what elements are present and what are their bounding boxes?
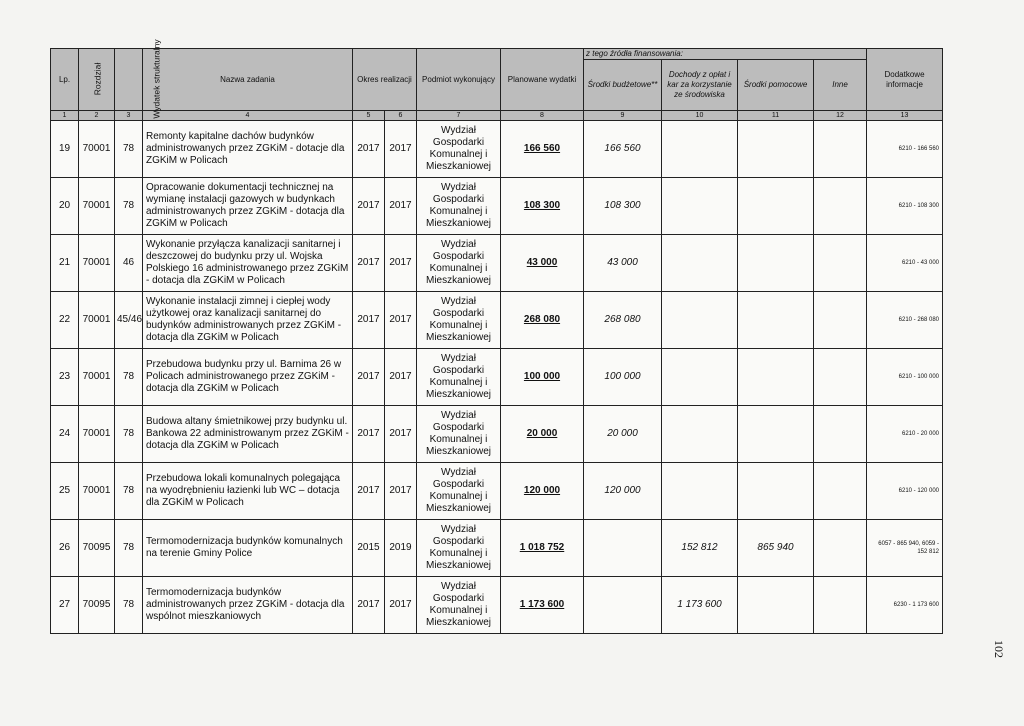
cell-wydatek: 78: [115, 349, 143, 406]
cell-podmiot: Wydział Gospodarki Komunalnej i Mieszkaniowej: [417, 121, 501, 178]
cell-inne: [814, 349, 867, 406]
cell-wydatek: 78: [115, 121, 143, 178]
cell-budzetowe: 268 080: [584, 292, 662, 349]
cell-pomocowe: [738, 463, 814, 520]
cell-nazwa: Termomodernizacja budynków komunalnych na terenie Gminy Police: [143, 520, 353, 577]
header-lp: Lp.: [51, 49, 79, 111]
cell-nazwa: Przebudowa lokali komunalnych polegająca na wyodrębnieniu łazienki lub WC – dotacja dla ZGKiM w Policach: [143, 463, 353, 520]
cell-info: 6230 - 1 173 600: [867, 577, 943, 634]
cell-wydatek: 78: [115, 463, 143, 520]
cell-info: 6210 - 120 000: [867, 463, 943, 520]
cell-rozdzial: 70095: [79, 577, 115, 634]
header-podmiot: Podmiot wykonujący: [417, 49, 501, 111]
cell-dochody: [662, 406, 738, 463]
cell-pomocowe: [738, 577, 814, 634]
cell-podmiot: Wydział Gospodarki Komunalnej i Mieszkaniowej: [417, 292, 501, 349]
cell-nazwa: Przebudowa budynku przy ul. Barnima 26 w Policach administrowanego przez ZGKiM - dotacja dla ZGKiM w Policach: [143, 349, 353, 406]
col-number: 8: [501, 111, 584, 121]
cell-podmiot: Wydział Gospodarki Komunalnej i Mieszkaniowej: [417, 577, 501, 634]
cell-dochody: 152 812: [662, 520, 738, 577]
cell-lp: 27: [51, 577, 79, 634]
cell-pomocowe: [738, 121, 814, 178]
cell-rozdzial: 70001: [79, 178, 115, 235]
cell-podmiot: Wydział Gospodarki Komunalnej i Mieszkaniowej: [417, 235, 501, 292]
cell-pomocowe: 865 940: [738, 520, 814, 577]
header-zrodla: z tego źródła finansowania:: [584, 49, 867, 60]
header-srodki-pomocowe: Środki pomocowe: [738, 60, 814, 111]
table-row: [51, 292, 943, 349]
cell-info: 6210 - 166 560: [867, 121, 943, 178]
cell-pomocowe: [738, 349, 814, 406]
cell-planowane: 120 000: [501, 463, 584, 520]
cell-budzetowe: 166 560: [584, 121, 662, 178]
col-number: 12: [814, 111, 867, 121]
cell-inne: [814, 178, 867, 235]
cell-inne: [814, 577, 867, 634]
cell-nazwa: Termomodernizacja budynków administrowanych przez ZGKiM - dotacja dla wspólnot mieszkaniowych: [143, 577, 353, 634]
cell-budzetowe: 43 000: [584, 235, 662, 292]
cell-budzetowe: 20 000: [584, 406, 662, 463]
cell-info: 6210 - 20 000: [867, 406, 943, 463]
header-okres: Okres realizacji: [353, 49, 417, 111]
table-row: [51, 178, 943, 235]
cell-lp: 22: [51, 292, 79, 349]
cell-nazwa: Wykonanie instalacji zimnej i ciepłej wody użytkowej oraz kanalizacji sanitarnej do budynków administrowanych przez ZGKiM - dotacja dla ZGKiM w Policach: [143, 292, 353, 349]
cell-okres-do: 2017: [385, 463, 417, 520]
cell-wydatek: 78: [115, 520, 143, 577]
col-number: 1: [51, 111, 79, 121]
col-number: 9: [584, 111, 662, 121]
col-number: 11: [738, 111, 814, 121]
cell-podmiot: Wydział Gospodarki Komunalnej i Mieszkaniowej: [417, 520, 501, 577]
col-number: 6: [385, 111, 417, 121]
cell-lp: 26: [51, 520, 79, 577]
col-number: 10: [662, 111, 738, 121]
cell-nazwa: Opracowanie dokumentacji technicznej na wymianę instalacji gazowych w budynkach administrowanych przez ZGKiM - dotacja dla ZGKiM w Policach: [143, 178, 353, 235]
cell-dochody: [662, 349, 738, 406]
header-nazwa: Nazwa zadania: [143, 49, 353, 111]
cell-inne: [814, 520, 867, 577]
cell-okres-od: 2017: [353, 121, 385, 178]
cell-okres-od: 2017: [353, 235, 385, 292]
cell-info: 6210 - 108 300: [867, 178, 943, 235]
col-number: 13: [867, 111, 943, 121]
cell-wydatek: 46: [115, 235, 143, 292]
cell-wydatek: 78: [115, 406, 143, 463]
col-number: 5: [353, 111, 385, 121]
cell-lp: 24: [51, 406, 79, 463]
cell-budzetowe: [584, 520, 662, 577]
cell-okres-do: 2017: [385, 235, 417, 292]
budget-table-sheet: [50, 39, 942, 653]
cell-lp: 23: [51, 349, 79, 406]
cell-wydatek: 78: [115, 178, 143, 235]
cell-lp: 20: [51, 178, 79, 235]
header-planowane: Planowane wydatki: [501, 49, 584, 111]
cell-rozdzial: 70001: [79, 349, 115, 406]
cell-okres-do: 2017: [385, 292, 417, 349]
cell-info: 6210 - 43 000: [867, 235, 943, 292]
cell-info: 6210 - 100 000: [867, 349, 943, 406]
cell-dochody: [662, 121, 738, 178]
cell-rozdzial: 70001: [79, 463, 115, 520]
col-number: 2: [79, 111, 115, 121]
cell-okres-od: 2017: [353, 349, 385, 406]
cell-podmiot: Wydział Gospodarki Komunalnej i Mieszkaniowej: [417, 178, 501, 235]
cell-planowane: 108 300: [501, 178, 584, 235]
header-dodatkowe: Dodatkowe informacje: [867, 49, 943, 111]
cell-planowane: 268 080: [501, 292, 584, 349]
cell-okres-od: 2017: [353, 463, 385, 520]
cell-info: 6057 - 865 940, 6059 - 152 812: [867, 520, 943, 577]
cell-rozdzial: 70001: [79, 406, 115, 463]
cell-budzetowe: 100 000: [584, 349, 662, 406]
header-inne: Inne: [814, 60, 867, 111]
cell-okres-do: 2017: [385, 577, 417, 634]
cell-planowane: 1 173 600: [501, 577, 584, 634]
table-row: [51, 235, 943, 292]
cell-okres-od: 2017: [353, 406, 385, 463]
cell-dochody: [662, 178, 738, 235]
cell-inne: [814, 121, 867, 178]
cell-okres-od: 2015: [353, 520, 385, 577]
cell-wydatek: 78: [115, 577, 143, 634]
cell-rozdzial: 70095: [79, 520, 115, 577]
cell-nazwa: Wykonanie przyłącza kanalizacji sanitarnej i deszczowej do budynku przy ul. Wojska Polskiego 16 administrowanego przez ZGKiM - dotacja dla ZGKiM w Policach: [143, 235, 353, 292]
cell-podmiot: Wydział Gospodarki Komunalnej i Mieszkaniowej: [417, 463, 501, 520]
table-row: [51, 520, 943, 577]
header-dochody: Dochody z opłat i kar za korzystanie ze środowiska: [662, 60, 738, 111]
col-number: 7: [417, 111, 501, 121]
cell-okres-do: 2017: [385, 121, 417, 178]
header-wydatek: Wydatek strukturalny: [115, 49, 143, 111]
cell-wydatek: 45/46: [115, 292, 143, 349]
cell-dochody: [662, 292, 738, 349]
cell-dochody: 1 173 600: [662, 577, 738, 634]
cell-inne: [814, 292, 867, 349]
cell-planowane: 1 018 752: [501, 520, 584, 577]
cell-lp: 19: [51, 121, 79, 178]
cell-inne: [814, 463, 867, 520]
cell-pomocowe: [738, 178, 814, 235]
cell-budzetowe: 108 300: [584, 178, 662, 235]
cell-okres-od: 2017: [353, 178, 385, 235]
cell-nazwa: Remonty kapitalne dachów budynków administrowanych przez ZGKiM - dotacje dla ZGKiM w Policach: [143, 121, 353, 178]
cell-okres-do: 2019: [385, 520, 417, 577]
table-row: [51, 577, 943, 634]
cell-pomocowe: [738, 235, 814, 292]
cell-info: 6210 - 268 080: [867, 292, 943, 349]
table-row: [51, 121, 943, 178]
cell-inne: [814, 235, 867, 292]
cell-pomocowe: [738, 406, 814, 463]
cell-okres-do: 2017: [385, 178, 417, 235]
cell-planowane: 20 000: [501, 406, 584, 463]
cell-okres-do: 2017: [385, 406, 417, 463]
cell-inne: [814, 406, 867, 463]
cell-pomocowe: [738, 292, 814, 349]
cell-dochody: [662, 235, 738, 292]
cell-okres-do: 2017: [385, 349, 417, 406]
cell-planowane: 100 000: [501, 349, 584, 406]
header-rozdzial: Rozdział: [79, 49, 115, 111]
cell-podmiot: Wydział Gospodarki Komunalnej i Mieszkaniowej: [417, 406, 501, 463]
budget-table: [50, 39, 943, 634]
cell-lp: 21: [51, 235, 79, 292]
cell-budzetowe: [584, 577, 662, 634]
cell-rozdzial: 70001: [79, 235, 115, 292]
page-number: 102: [992, 640, 1006, 658]
header-srodki-budzetowe: Środki budżetowe**: [584, 60, 662, 111]
table-row: [51, 406, 943, 463]
col-number: 4: [143, 111, 353, 121]
col-number: 3: [115, 111, 143, 121]
cell-planowane: 166 560: [501, 121, 584, 178]
cell-dochody: [662, 463, 738, 520]
table-row: [51, 463, 943, 520]
cell-okres-od: 2017: [353, 577, 385, 634]
cell-planowane: 43 000: [501, 235, 584, 292]
cell-okres-od: 2017: [353, 292, 385, 349]
cell-nazwa: Budowa altany śmietnikowej przy budynku ul. Bankowa 22 administrowanym przez ZGKiM - dotacja dla ZGKiM w Policach: [143, 406, 353, 463]
cell-budzetowe: 120 000: [584, 463, 662, 520]
cell-lp: 25: [51, 463, 79, 520]
cell-rozdzial: 70001: [79, 121, 115, 178]
table-row: [51, 349, 943, 406]
cell-rozdzial: 70001: [79, 292, 115, 349]
cell-podmiot: Wydział Gospodarki Komunalnej i Mieszkaniowej: [417, 349, 501, 406]
